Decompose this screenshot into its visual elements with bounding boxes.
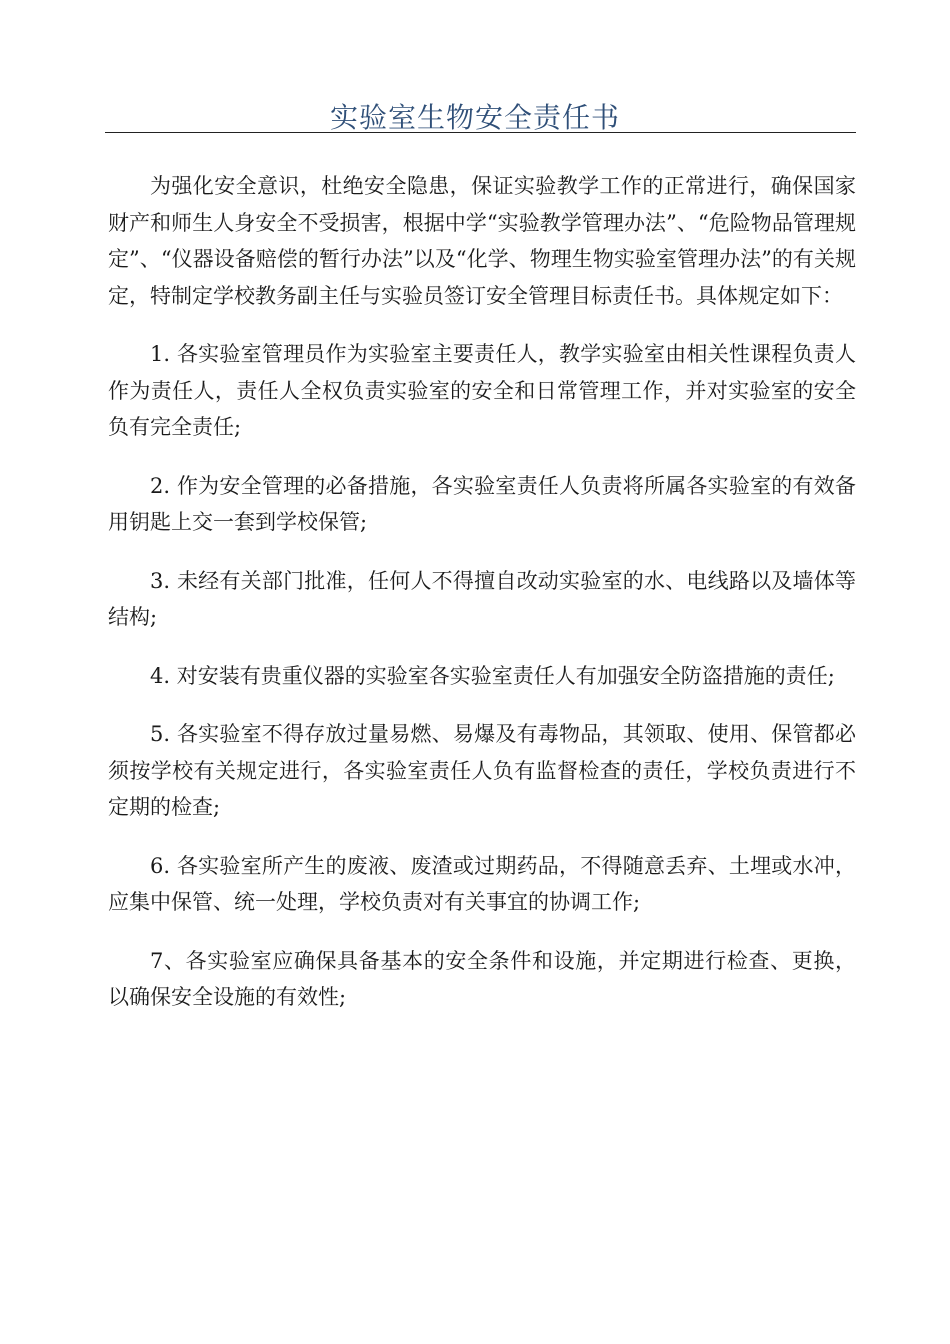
document-body xyxy=(108,168,856,1016)
clause-1: 1. 各实验室管理员作为实验室主要责任人，教学实验室由相关性课程负责人作为责任人，责任人全权负责实验室的安全和日常管理工作，并对实验室的安全负有完全责任; xyxy=(108,342,856,439)
clause-6: 6. 各实验室所产生的废液、废渣或过期药品，不得随意丢弃、土埋或水冲，应集中保管、统一处理，学校负责对有关事宜的协调工作; xyxy=(108,853,856,914)
document-title: 实验室生物安全责任书 xyxy=(329,101,620,134)
clause-3: 3. 未经有关部门批准，任何人不得擅自改动实验室的水、电线路以及墙体等结构; xyxy=(108,568,856,629)
clause-7: 7、各实验室应确保具备基本的安全条件和设施，并定期进行检查、更换，以确保安全设施的有效性; xyxy=(108,948,856,1009)
clause-2: 2. 作为安全管理的必备措施，各实验室责任人负责将所属各实验室的有效备用钥匙上交一套到学校保管; xyxy=(108,473,856,534)
clause-4: 4. 对安装有贵重仪器的实验室各实验室责任人有加强安全防盗措施的责任; xyxy=(150,663,835,688)
clause-5: 5. 各实验室不得存放过量易燃、易爆及有毒物品，其领取、使用、保管都必须按学校有关规定进行，各实验室责任人负有监督检查的责任，学校负责进行不定期的检查; xyxy=(108,722,856,819)
intro-paragraph: 为强化安全意识，杜绝安全隐患，保证实验教学工作的正常进行，确保国家财产和师生人身安全不受损害，根据中学“实验教学管理办法”、“危险物品管理规定”、“仪器设备赔偿的暂行办法”以及“化学、物理生物实验室管理办法”的有关规定，特制定学校教务副主任与实验员签订安全管理目标责任书。具体规定如下： xyxy=(108,174,856,308)
title-underline xyxy=(105,132,856,133)
